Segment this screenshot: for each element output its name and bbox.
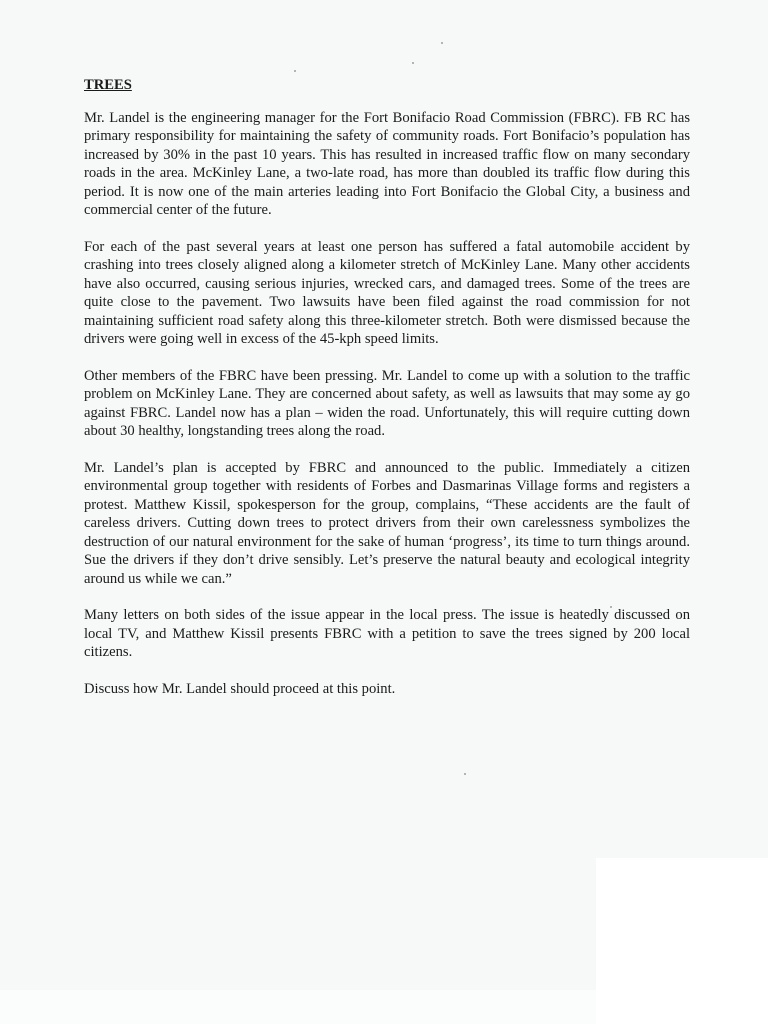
document-title: TREES	[84, 77, 132, 93]
scan-speck	[412, 62, 414, 64]
paragraph-protest: Mr. Landel’s plan is accepted by FBRC and announced to the public. Immediately a citizen environmental group together with residents of Forbes and Dasmarinas Village forms and registers a protest. Matthew Kissil, spokesperson for the group, complains, “These accidents are the fault of careless drivers. Cutting down trees to protect drivers from their own carelessness symbolizes the destruction of our natural environment for the sake of human ‘progress’, its time to turn things around. Sue the drivers if they don’t drive sensibly. Let’s preserve the natural beauty and ecological integrity around us while we can.”	[84, 459, 690, 587]
scan-speck	[441, 42, 443, 44]
paragraph-public-reaction: Many letters on both sides of the issue appear in the local press. The issue is heatedly discussed on local TV, and Matthew Kissil presents FBRC with a petition to save the trees signed by 200 local citizens.	[84, 607, 690, 660]
paragraph-background: Mr. Landel is the engineering manager for the Fort Bonifacio Road Commission (FBRC). FB RC has primary responsibility for maintaining the safety of community roads. Fort Bonifacio’s population has increased by 30% in the past 10 years. This has resulted in increased traffic flow on many secondary roads in the area. McKinley Lane, a two-late road, has more than doubled its traffic flow during this period. It is now one of the main arteries leading into Fort Bonifacio the Global City, a business and commercial center of the future.	[84, 109, 690, 218]
paragraph-accidents: For each of the past several years at least one person has suffered a fatal automobile accident by crashing into trees closely aligned along a kilometer stretch of McKinley Lane. Many other accidents have also occurred, causing serious injuries, wrecked cars, and damaged trees. Some of the trees are quite close to the pavement. Two lawsuits have been filed against the road commission for not maintaining sufficient road safety along this three-kilometer stretch. Both were dismissed because the drivers were going well in excess of the 45-kph speed limits.	[84, 238, 690, 347]
paragraph-plan: Other members of the FBRC have been pressing. Mr. Landel to come up with a solution to the traffic problem on McKinley Lane. They are concerned about safety, as well as lawsuits that may some ay go against FBRC. Landel now has a plan – widen the road. Unfortunately, this will require cutting down about 30 healthy, longstanding trees along the road.	[84, 367, 690, 439]
scan-edge-corner	[596, 858, 768, 1024]
scan-speck	[294, 70, 296, 72]
document-body	[84, 76, 690, 716]
scan-speck	[464, 773, 466, 775]
closing-question: Discuss how Mr. Landel should proceed at this point.	[84, 680, 396, 697]
